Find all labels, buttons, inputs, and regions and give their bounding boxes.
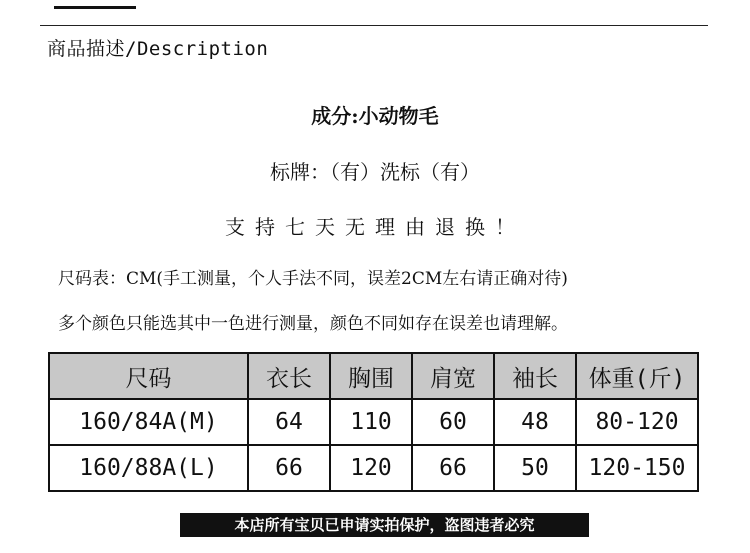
table-header-row: [49, 353, 698, 399]
cell-weight: 80-120: [576, 399, 698, 445]
header-shoulder: 肩宽: [412, 353, 494, 399]
header-length: 衣长: [248, 353, 330, 399]
cell-sleeve: 48: [494, 399, 576, 445]
table-row: [49, 399, 698, 445]
composition-line: 成分:小动物毛: [311, 104, 439, 128]
copyright-banner: 本店所有宝贝已申请实拍保护，盗图违者必究: [180, 513, 589, 537]
cell-size: 160/88A(L): [49, 445, 248, 491]
tags-line: 标牌：（有）洗标（有）: [270, 160, 480, 184]
cell-shoulder: 66: [412, 445, 494, 491]
measurement-note: 尺码表：CM(手工测量，个人手法不同，误差2CM左右请正确对待): [58, 269, 568, 289]
top-divider: [40, 25, 708, 26]
cell-chest: 120: [330, 445, 412, 491]
returns-policy: 支持七天无理由退换！: [225, 215, 525, 239]
color-note: 多个颜色只能选其中一色进行测量，颜色不同如存在误差也请理解。: [58, 314, 568, 334]
header-chest: 胸围: [330, 353, 412, 399]
size-table: [48, 352, 699, 492]
cell-shoulder: 60: [412, 399, 494, 445]
header-sleeve: 袖长: [494, 353, 576, 399]
cell-length: 66: [248, 445, 330, 491]
cell-weight: 120-150: [576, 445, 698, 491]
cell-size: 160/84A(M): [49, 399, 248, 445]
cell-sleeve: 50: [494, 445, 576, 491]
cell-chest: 110: [330, 399, 412, 445]
accent-bar: [54, 6, 136, 9]
section-title: 商品描述/Description: [47, 38, 269, 60]
table-row: [49, 445, 698, 491]
header-size: 尺码: [49, 353, 248, 399]
cell-length: 64: [248, 399, 330, 445]
header-weight: 体重(斤): [576, 353, 698, 399]
